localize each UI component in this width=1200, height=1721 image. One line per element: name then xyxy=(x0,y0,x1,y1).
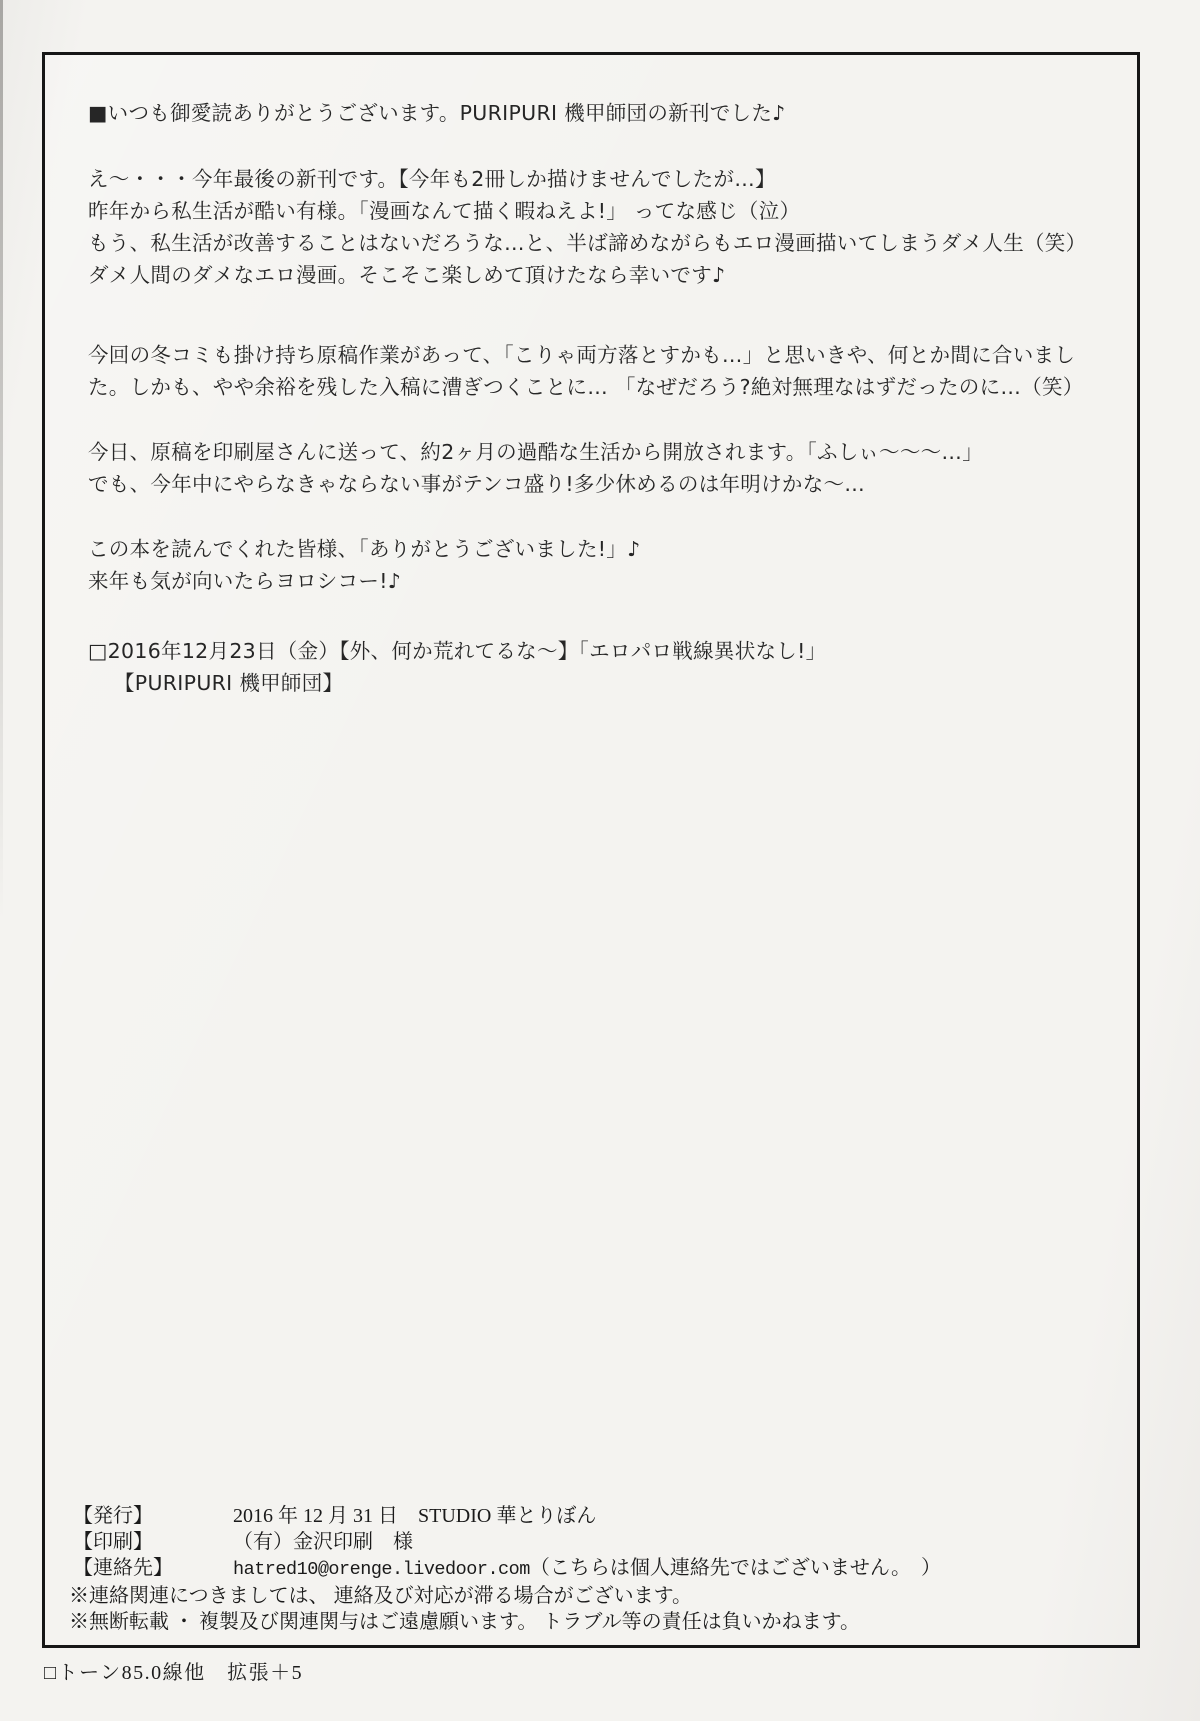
afterword-line: もう、私生活が改善することはないだろうな…と、半ば諦めながらもエロ漫画描いてしまうダメ人生（笑） xyxy=(88,231,1087,255)
afterword-line: この本を読んでくれた皆様、「ありがとうございました!」♪ xyxy=(88,537,641,561)
contact-email-suffix: （こちらは個人連絡先ではございません。 ） xyxy=(529,1557,942,1579)
afterword-line: 今回の冬コミも掛け持ち原稿作業があって、「こりゃ両方落とすかも…」と思いきや、何とか間に合いまし xyxy=(88,343,1076,367)
colophon-value: （有）金沢印刷 様 xyxy=(233,1531,413,1553)
colophon xyxy=(69,1503,942,1635)
afterword-line: 昨年から私生活が酷い有様。「漫画なんて描く暇ねえよ!」 ってな感じ（泣） xyxy=(88,199,801,223)
afterword-paragraph xyxy=(88,97,1107,129)
afterword-paragraph xyxy=(88,635,1107,699)
afterword-line: ダメ人間のダメなエロ漫画。そこそこ楽しめて頂けたなら幸いです♪ xyxy=(88,263,726,287)
afterword-line: 今日、原稿を印刷屋さんに送って、約2ヶ月の過酷な生活から開放されます。「ふしぃ～～～…」 xyxy=(88,440,984,464)
contact-email: hatred10@orenge.livedoor.com xyxy=(233,1559,530,1580)
colophon-value: 2016 年 12 月 31 日 STUDIO 華とりぼん xyxy=(233,1505,597,1527)
afterword-paragraph xyxy=(88,533,1107,597)
colophon-row-printer xyxy=(73,1529,941,1555)
colophon-note: ※無断転載 ・ 複製及び関連関与はご遠慮願います。 トラブル等の責任は負いかねます。 xyxy=(69,1611,860,1633)
afterword-line: でも、今年中にやらなきゃならない事がテンコ盛り!多少休めるのは年明けかな～… xyxy=(88,472,866,496)
colophon-label: 【連絡先】 xyxy=(73,1557,173,1579)
afterword-paragraph xyxy=(88,436,1107,500)
colophon-row-contact xyxy=(73,1555,941,1583)
scan-edge-shadow xyxy=(0,0,3,920)
afterword-paragraph xyxy=(88,163,1107,291)
colophon-note: ※連絡関連につきましては、 連絡及び対応が滞る場合がございます。 xyxy=(69,1585,692,1607)
colophon-value xyxy=(233,1555,941,1583)
afterword-date-line: □2016年12月23日（金）【外、何か荒れてるな～】「エロパロ戦線異状なし!」 xyxy=(88,639,827,663)
afterword-line: た。しかも、やや余裕を残した入稿に漕ぎつくことに… 「なぜだろう?絶対無理なはずだったのに…（笑） xyxy=(88,375,1084,399)
print-footer-note: □トーン85.0線他 拡張＋5 xyxy=(44,1662,304,1684)
afterword-line: ■いつも御愛読ありがとうございます。PURIPURI 機甲師団の新刊でした♪ xyxy=(88,101,786,125)
colophon-label: 【印刷】 xyxy=(73,1531,153,1553)
colophon-label: 【発行】 xyxy=(73,1505,153,1527)
colophon-row-publisher xyxy=(73,1503,941,1529)
afterword-text xyxy=(88,97,1107,699)
afterword-line: え～・・・今年最後の新刊です。【今年も2冊しか描けませんでしたが…】 xyxy=(88,167,776,191)
afterword-line: 来年も気が向いたらヨロシコー!♪ xyxy=(88,569,402,593)
afterword-circle-name-line: 【PURIPURI 機甲師団】 xyxy=(114,671,344,695)
page-border-frame xyxy=(42,52,1140,1648)
afterword-paragraph xyxy=(88,339,1107,403)
